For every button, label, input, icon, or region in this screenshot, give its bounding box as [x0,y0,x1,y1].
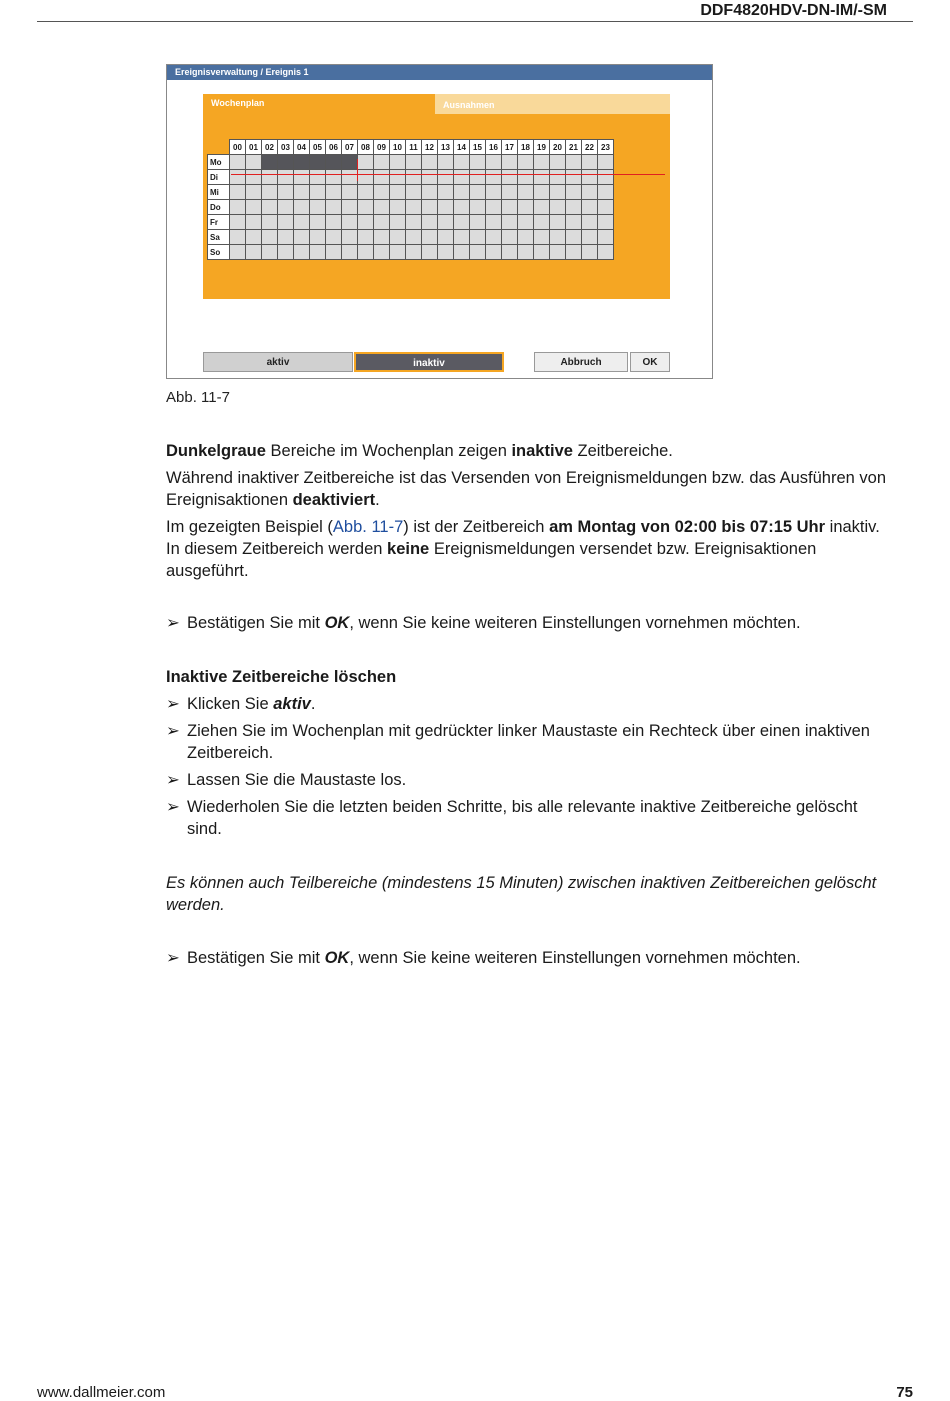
grid-corner [208,140,230,155]
schedule-cell[interactable] [358,185,374,200]
schedule-cell[interactable] [502,200,518,215]
schedule-cell[interactable] [502,185,518,200]
schedule-cell[interactable] [486,230,502,245]
schedule-cell[interactable] [582,215,598,230]
schedule-cell[interactable] [374,185,390,200]
schedule-cell[interactable] [358,245,374,260]
confirm-step-1: ➢ Bestätigen Sie mit OK, wenn Sie keine weiteren Einstellungen vornehmen möchten. [166,614,801,632]
schedule-cell[interactable] [246,230,262,245]
hour-header-12: 12 [422,140,438,155]
schedule-cell[interactable] [550,245,566,260]
schedule-cell[interactable] [486,155,502,170]
schedule-cell[interactable] [310,230,326,245]
schedule-cell[interactable] [470,170,486,185]
schedule-cell[interactable] [486,185,502,200]
schedule-cell[interactable] [598,245,614,260]
section-heading: Inaktive Zeitbereiche löschen [166,668,397,686]
note-text: Es können auch Teilbereiche (mindestens 15 Minuten) zwischen inaktiven Zeitbereichen gelöscht werden. [166,874,877,914]
schedule-cell[interactable] [358,230,374,245]
schedule-cell[interactable] [342,155,358,170]
screenshot-figure [166,64,713,379]
selection-line [231,174,665,175]
schedule-cell[interactable] [582,245,598,260]
schedule-cell[interactable] [278,245,294,260]
schedule-cell[interactable] [230,200,246,215]
hour-header-21: 21 [566,140,582,155]
schedule-cell[interactable] [550,230,566,245]
schedule-cell[interactable] [342,215,358,230]
schedule-cell[interactable] [374,170,390,185]
schedule-cell[interactable] [246,170,262,185]
schedule-cell[interactable] [422,230,438,245]
hour-header-17: 17 [502,140,518,155]
day-label-Di: Di [208,170,230,185]
hour-header-23: 23 [598,140,614,155]
day-label-Fr: Fr [208,215,230,230]
abbruch-button[interactable]: Abbruch [534,352,628,372]
schedule-cell[interactable] [310,170,326,185]
tab-underline [435,114,670,117]
schedule-cell[interactable] [262,185,278,200]
schedule-cell[interactable] [310,200,326,215]
schedule-cell[interactable] [470,230,486,245]
schedule-cell[interactable] [422,200,438,215]
schedule-cell[interactable] [294,170,310,185]
schedule-cell[interactable] [438,245,454,260]
schedule-cell[interactable] [230,155,246,170]
schedule-cell[interactable] [358,200,374,215]
schedule-cell[interactable] [470,155,486,170]
header-rule [37,21,913,22]
step-4: ➢ Wiederholen Sie die letzten beiden Schritte, bis alle relevante inaktive Zeitbereiche gelöscht sind. [166,798,858,838]
schedule-cell[interactable] [374,245,390,260]
paragraph-1: Dunkelgraue Bereiche im Wochenplan zeigen inaktive Zeitbereiche. [166,442,673,460]
schedule-cell[interactable] [534,215,550,230]
schedule-cell[interactable] [310,185,326,200]
schedule-cell[interactable] [470,215,486,230]
schedule-cell[interactable] [566,185,582,200]
hour-header-22: 22 [582,140,598,155]
hour-header-20: 20 [550,140,566,155]
figure-caption: Abb. 11-7 [166,389,230,406]
schedule-cell[interactable] [406,200,422,215]
schedule-cell[interactable] [262,200,278,215]
schedule-cell[interactable] [502,245,518,260]
schedule-cell[interactable] [534,200,550,215]
schedule-cell[interactable] [326,200,342,215]
week-grid[interactable] [207,139,614,260]
schedule-cell[interactable] [262,215,278,230]
schedule-cell[interactable] [598,155,614,170]
schedule-cell[interactable] [278,200,294,215]
schedule-cell[interactable] [518,245,534,260]
schedule-cell[interactable] [454,230,470,245]
schedule-cell[interactable] [486,245,502,260]
schedule-cell[interactable] [406,215,422,230]
schedule-cell[interactable] [582,185,598,200]
arrow-bullet-icon: ➢ [166,614,180,632]
schedule-cell[interactable] [406,170,422,185]
schedule-cell[interactable] [374,215,390,230]
page-header-title: DDF4820HDV-DN-IM/-SM [700,2,887,19]
schedule-cell[interactable] [566,155,582,170]
schedule-cell[interactable] [342,185,358,200]
schedule-cell[interactable] [422,185,438,200]
schedule-cell[interactable] [310,155,326,170]
figure-link[interactable]: Abb. 11-7 [332,518,404,536]
schedule-cell[interactable] [598,170,614,185]
schedule-cell[interactable] [246,185,262,200]
footer-url: www.dallmeier.com [37,1384,166,1401]
schedule-cell[interactable] [406,245,422,260]
hour-header-16: 16 [486,140,502,155]
step-2: ➢ Ziehen Sie im Wochenplan mit gedrückter linker Maustaste ein Rechteck über einen inaktiven Zeitbereich. [166,722,870,762]
paragraph-2: Während inaktiver Zeitbereiche ist das Versenden von Ereignismeldungen bzw. das Ausführen von Ereignisaktionen deaktiviert. [166,469,887,509]
schedule-cell[interactable] [566,230,582,245]
schedule-cell[interactable] [278,155,294,170]
page-number: 75 [896,1384,913,1401]
schedule-cell[interactable] [502,230,518,245]
schedule-cell[interactable] [518,185,534,200]
schedule-cell[interactable] [470,245,486,260]
schedule-cell[interactable] [438,185,454,200]
schedule-cell[interactable] [390,170,406,185]
schedule-cell[interactable] [294,230,310,245]
schedule-cell[interactable] [598,215,614,230]
selection-marker [357,159,358,181]
schedule-cell[interactable] [422,170,438,185]
schedule-cell[interactable] [582,200,598,215]
schedule-cell[interactable] [310,215,326,230]
hour-header-01: 01 [246,140,262,155]
schedule-cell[interactable] [326,215,342,230]
schedule-cell[interactable] [262,170,278,185]
arrow-bullet-icon: ➢ [166,695,180,713]
schedule-cell[interactable] [326,170,342,185]
schedule-cell[interactable] [470,185,486,200]
schedule-cell[interactable] [502,215,518,230]
schedule-cell[interactable] [294,155,310,170]
schedule-cell[interactable] [550,215,566,230]
schedule-cell[interactable] [246,155,262,170]
ok-button[interactable]: OK [630,352,670,372]
schedule-cell[interactable] [454,185,470,200]
schedule-cell[interactable] [566,200,582,215]
schedule-cell[interactable] [438,155,454,170]
schedule-cell[interactable] [230,215,246,230]
schedule-cell[interactable] [342,200,358,215]
schedule-cell[interactable] [294,185,310,200]
arrow-bullet-icon: ➢ [166,949,180,967]
schedule-cell[interactable] [550,200,566,215]
schedule-cell[interactable] [374,155,390,170]
schedule-cell[interactable] [502,155,518,170]
body-text [166,440,886,587]
inaktiv-button[interactable]: inaktiv [354,352,504,372]
arrow-bullet-icon: ➢ [166,798,180,816]
delete-section [166,666,886,845]
schedule-cell[interactable] [534,170,550,185]
schedule-cell[interactable] [390,200,406,215]
schedule-cell[interactable] [550,170,566,185]
schedule-cell[interactable] [566,170,582,185]
schedule-cell[interactable] [598,230,614,245]
schedule-cell[interactable] [518,215,534,230]
schedule-cell[interactable] [374,200,390,215]
schedule-cell[interactable] [518,200,534,215]
arrow-bullet-icon: ➢ [166,771,180,789]
schedule-cell[interactable] [310,245,326,260]
schedule-cell[interactable] [278,230,294,245]
schedule-cell[interactable] [230,170,246,185]
schedule-cell[interactable] [294,245,310,260]
schedule-cell[interactable] [230,185,246,200]
hour-header-05: 05 [310,140,326,155]
schedule-cell[interactable] [278,170,294,185]
schedule-cell[interactable] [390,245,406,260]
hour-header-09: 09 [374,140,390,155]
schedule-cell[interactable] [438,170,454,185]
schedule-cell[interactable] [390,230,406,245]
hour-header-00: 00 [230,140,246,155]
schedule-cell[interactable] [534,245,550,260]
tab-wochenplan[interactable]: Wochenplan [211,98,265,108]
schedule-cell[interactable] [390,215,406,230]
schedule-cell[interactable] [582,155,598,170]
schedule-cell[interactable] [230,230,246,245]
schedule-cell[interactable] [534,155,550,170]
schedule-cell[interactable] [230,245,246,260]
schedule-cell[interactable] [438,215,454,230]
day-label-Sa: Sa [208,230,230,245]
schedule-cell[interactable] [566,215,582,230]
schedule-cell[interactable] [486,215,502,230]
confirm-block-2 [166,947,886,974]
schedule-cell[interactable] [422,155,438,170]
schedule-cell[interactable] [550,155,566,170]
schedule-cell[interactable] [262,245,278,260]
schedule-cell[interactable] [406,185,422,200]
schedule-cell[interactable] [582,170,598,185]
day-label-Mi: Mi [208,185,230,200]
hour-header-04: 04 [294,140,310,155]
hour-header-13: 13 [438,140,454,155]
schedule-cell[interactable] [518,155,534,170]
hour-header-08: 08 [358,140,374,155]
schedule-cell[interactable] [294,215,310,230]
schedule-cell[interactable] [246,245,262,260]
schedule-cell[interactable] [486,170,502,185]
schedule-cell[interactable] [358,215,374,230]
schedule-cell[interactable] [406,230,422,245]
schedule-cell[interactable] [406,155,422,170]
hour-header-15: 15 [470,140,486,155]
confirm-block-1 [166,612,886,639]
day-label-Do: Do [208,200,230,215]
schedule-cell[interactable] [518,170,534,185]
schedule-cell[interactable] [246,200,262,215]
schedule-cell[interactable] [454,155,470,170]
schedule-cell[interactable] [566,245,582,260]
schedule-cell[interactable] [454,200,470,215]
schedule-cell[interactable] [486,200,502,215]
schedule-cell[interactable] [342,230,358,245]
schedule-cell[interactable] [470,200,486,215]
schedule-cell[interactable] [262,230,278,245]
schedule-cell[interactable] [454,215,470,230]
schedule-cell[interactable] [438,200,454,215]
schedule-cell[interactable] [534,230,550,245]
hour-header-03: 03 [278,140,294,155]
schedule-cell[interactable] [326,185,342,200]
step-3: ➢ Lassen Sie die Maustaste los. [166,771,407,789]
schedule-cell[interactable] [598,185,614,200]
schedule-cell[interactable] [534,185,550,200]
paragraph-3: Im gezeigten Beispiel (Abb. 11-7) ist der Zeitbereich am Montag von 02:00 bis 07:15 Uhr inaktiv. In diesem Zeitbereich werden keine Ereignismeldungen versendet bzw. Ereignisaktionen ausgeführt. [166,518,880,580]
hour-header-10: 10 [390,140,406,155]
schedule-cell[interactable] [582,230,598,245]
schedule-cell[interactable] [294,200,310,215]
schedule-cell[interactable] [358,155,374,170]
hour-header-02: 02 [262,140,278,155]
schedule-cell[interactable] [278,215,294,230]
aktiv-button[interactable]: aktiv [203,352,353,372]
schedule-cell[interactable] [326,155,342,170]
schedule-cell[interactable] [342,245,358,260]
schedule-cell[interactable] [422,245,438,260]
schedule-cell[interactable] [454,170,470,185]
schedule-cell[interactable] [246,215,262,230]
confirm-step-2: ➢ Bestätigen Sie mit OK, wenn Sie keine weiteren Einstellungen vornehmen möchten. [166,949,801,967]
schedule-cell[interactable] [454,245,470,260]
day-label-Mo: Mo [208,155,230,170]
schedule-cell[interactable] [326,230,342,245]
schedule-cell[interactable] [390,155,406,170]
schedule-cell[interactable] [422,215,438,230]
schedule-cell[interactable] [262,155,278,170]
window-title-bar: Ereignisverwaltung / Ereignis 1 [167,65,712,80]
arrow-bullet-icon: ➢ [166,722,180,740]
schedule-cell[interactable] [502,170,518,185]
schedule-cell[interactable] [438,230,454,245]
hour-header-11: 11 [406,140,422,155]
schedule-cell[interactable] [550,185,566,200]
schedule-cell[interactable] [598,200,614,215]
hour-header-18: 18 [518,140,534,155]
hour-header-07: 07 [342,140,358,155]
schedule-cell[interactable] [278,185,294,200]
schedule-cell[interactable] [326,245,342,260]
day-label-So: So [208,245,230,260]
hour-header-19: 19 [534,140,550,155]
schedule-cell[interactable] [374,230,390,245]
schedule-cell[interactable] [390,185,406,200]
tab-ausnahmen[interactable]: Ausnahmen [435,94,670,114]
schedule-cell[interactable] [358,170,374,185]
hour-header-14: 14 [454,140,470,155]
step-1: ➢ Klicken Sie aktiv. [166,695,316,713]
hour-header-06: 06 [326,140,342,155]
schedule-cell[interactable] [518,230,534,245]
schedule-cell[interactable] [342,170,358,185]
